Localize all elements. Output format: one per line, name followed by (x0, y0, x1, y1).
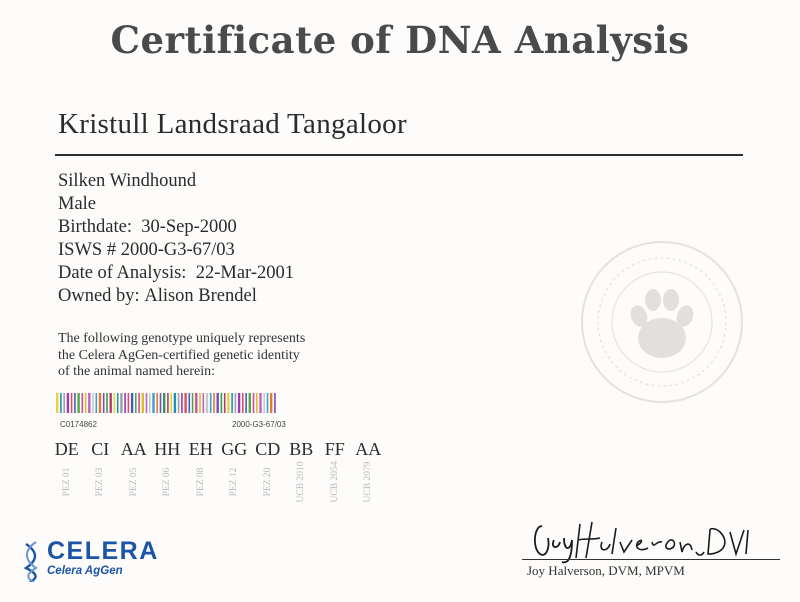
barcode-stripe (138, 393, 140, 413)
barcode-code-right: 2000-G3-67/03 (232, 420, 286, 429)
barcode-stripe (231, 393, 233, 413)
barcode-stripe (253, 393, 255, 413)
allele-value: AA (355, 439, 382, 459)
locus-label (327, 461, 343, 503)
registration-value: 2000-G3-67/03 (120, 240, 235, 260)
barcode-stripe (178, 393, 180, 413)
barcode-stripe (85, 393, 87, 413)
birthdate-label: Birthdate: (58, 217, 132, 237)
barcode-stripe (124, 393, 126, 413)
owner-value: Alison Brendel (144, 286, 257, 306)
barcode-stripe (106, 393, 108, 413)
locus-label-text: PEZ 08 (195, 467, 206, 497)
barcode-stripe (259, 393, 261, 413)
barcode-stripe (117, 393, 119, 413)
barcode-stripe (128, 393, 130, 413)
barcode-stripe (56, 393, 58, 413)
barcode-stripe (263, 393, 265, 413)
analysis-date-label: Date of Analysis: (58, 263, 187, 283)
allele-value: AA (120, 439, 147, 459)
genotype-locus (184, 439, 218, 500)
locus-label (126, 464, 142, 500)
signature-line (522, 559, 780, 560)
genotype-locus (50, 439, 84, 500)
barcode-stripe (238, 393, 240, 413)
genotype-locus (151, 439, 185, 500)
locus-label (226, 464, 242, 500)
allele-value: CD (255, 439, 281, 459)
locus-label-text: PEZ 12 (229, 467, 240, 497)
barcode-stripe (71, 393, 73, 413)
barcode-stripe (99, 393, 101, 413)
barcode-stripe (135, 393, 137, 413)
owner-label: Owned by: (58, 286, 140, 306)
barcode-stripe (174, 393, 176, 413)
locus-label-text: PEZ 06 (162, 467, 173, 497)
genotype-locus (318, 439, 352, 503)
certificate-title: Certificate of DNA Analysis (110, 18, 690, 62)
animal-details (58, 170, 294, 308)
barcode-stripe (221, 393, 223, 413)
barcode-stripe (267, 393, 269, 413)
genotype-barcode (56, 393, 306, 413)
barcode-stripe (210, 393, 212, 413)
locus-label-text: UCB 2079 (363, 461, 374, 503)
genotype-locus (218, 439, 252, 500)
allele-value: DE (54, 439, 79, 459)
allele-value: BB (289, 439, 314, 459)
breed: Silken Windhound (58, 171, 197, 191)
analysis-date-row (58, 262, 294, 285)
barcode-stripe (77, 393, 79, 413)
genotype-locus (117, 439, 151, 500)
genotype-intro-line: The following genotype uniquely represents (58, 331, 306, 346)
barcode-stripe (242, 393, 244, 413)
barcode-stripe (167, 393, 169, 413)
barcode-stripe (195, 393, 197, 413)
barcode-stripe (88, 393, 90, 413)
animal-name: Kristull Landsraad Tangaloor (58, 108, 407, 140)
locus-label-text: UCB 2010 (296, 461, 307, 503)
barcode-stripe (82, 393, 84, 413)
signer-name: Joy Halverson, DVM, MPVM (527, 563, 685, 578)
genotype-locus (352, 439, 386, 503)
barcode-stripe (110, 393, 112, 413)
barcode-stripe (227, 393, 229, 413)
locus-label (360, 461, 376, 503)
locus-label-text: PEZ 20 (262, 467, 273, 497)
genotype-locus (285, 439, 319, 503)
barcode-stripe (103, 393, 105, 413)
barcode-stripe (192, 393, 194, 413)
owner-row (58, 285, 294, 308)
allele-value: FF (324, 439, 345, 459)
barcode-stripe (60, 393, 62, 413)
barcode-stripe (189, 393, 191, 413)
barcode-stripe (274, 393, 276, 413)
barcode-stripe (203, 393, 205, 413)
genotype-intro (58, 331, 305, 381)
allele-value: CI (91, 439, 110, 459)
barcode-stripe (235, 393, 237, 413)
locus-label (59, 464, 75, 500)
barcode-stripe (63, 393, 65, 413)
barcode-stripe (163, 393, 165, 413)
genotype-locus (84, 439, 118, 500)
barcode-stripe (181, 393, 183, 413)
registration-label: ISWS # (58, 240, 117, 260)
barcode-stripe (213, 393, 215, 413)
barcode-stripe (156, 393, 158, 413)
allele-value: HH (154, 439, 181, 459)
barcode-stripe (149, 393, 151, 413)
genotype-intro-line: the Celera AgGen-certified genetic identity (58, 347, 300, 363)
locus-label (260, 464, 276, 500)
locus-label (92, 464, 108, 500)
barcode-stripe (256, 393, 258, 413)
allele-value: GG (221, 439, 248, 459)
registration-row (58, 239, 294, 262)
barcode-stripe (92, 393, 94, 413)
locus-label (159, 464, 175, 500)
locus-label (293, 461, 309, 503)
barcode-stripe (206, 393, 208, 413)
barcode-stripe (131, 393, 133, 413)
barcode-stripe (160, 393, 162, 413)
barcode-stripe (67, 393, 69, 413)
barcode-stripe (270, 393, 272, 413)
barcode-stripe (114, 393, 116, 413)
barcode-stripe (142, 393, 144, 413)
barcode-stripe (249, 393, 251, 413)
genotype-table (50, 439, 385, 503)
barcode-stripe (217, 393, 219, 413)
analysis-date-value: 22-Mar-2001 (195, 263, 294, 283)
barcode-stripe (245, 393, 247, 413)
paw-print-seal-icon (578, 238, 746, 406)
birthdate-value: 30-Sep-2000 (141, 217, 237, 237)
locus-label-text: PEZ 03 (95, 467, 106, 497)
barcode-code-left: C0174862 (60, 420, 97, 429)
barcode-stripe (199, 393, 201, 413)
barcode-stripe (96, 393, 98, 413)
celera-subtitle: Celera AgGen (47, 565, 123, 577)
locus-label (193, 464, 209, 500)
genotype-intro-line: of the animal named herein: (58, 364, 216, 379)
locus-label-text: PEZ 05 (128, 467, 139, 497)
barcode-stripe (120, 393, 122, 413)
celera-wordmark: CELERA (47, 537, 159, 565)
barcode-stripe (152, 393, 154, 413)
sex: Male (58, 194, 97, 214)
birthdate-row (58, 216, 294, 239)
barcode-stripe (224, 393, 226, 413)
barcode-stripe (184, 393, 186, 413)
genotype-locus (251, 439, 285, 500)
locus-label-text: UCB 2054 (329, 461, 340, 503)
barcode-stripe (170, 393, 172, 413)
name-divider (55, 154, 743, 156)
barcode-stripe (146, 393, 148, 413)
allele-value: EH (188, 439, 213, 459)
barcode-stripe (74, 393, 76, 413)
locus-label-text: PEZ 01 (61, 467, 72, 497)
